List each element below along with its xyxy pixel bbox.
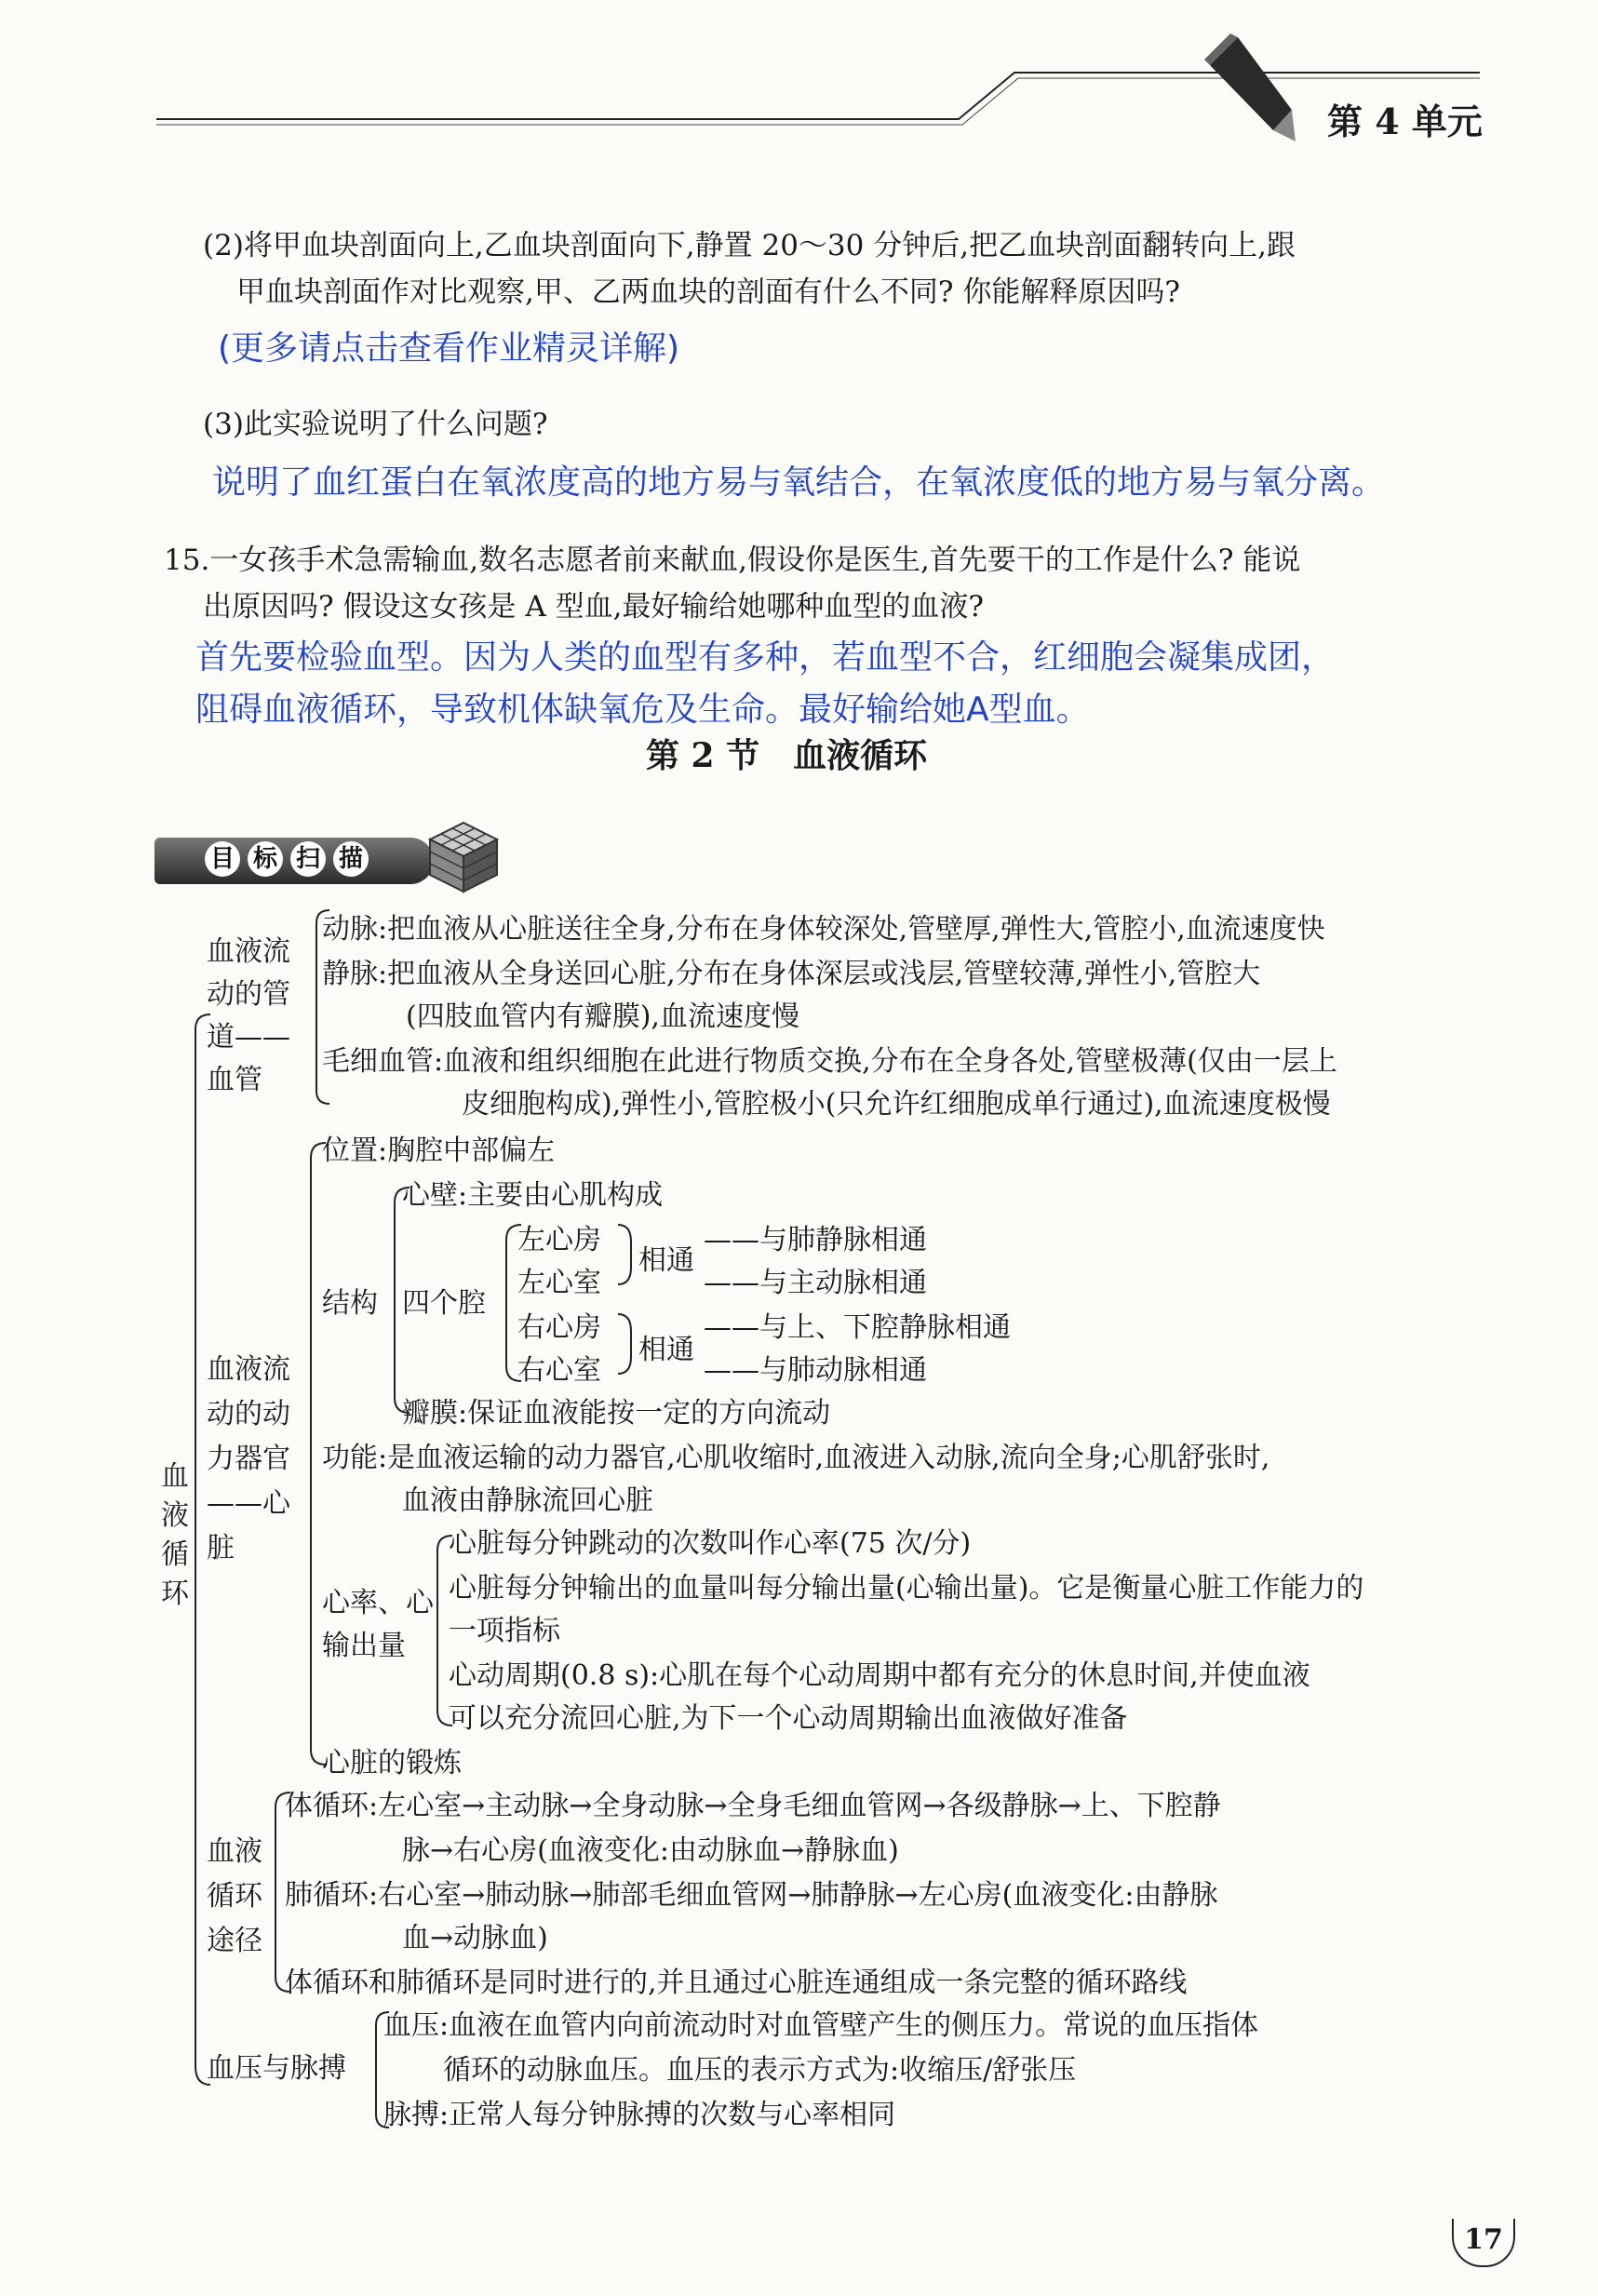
right-ventricle: 右心室 bbox=[517, 1354, 601, 1387]
banner-char: 标 bbox=[248, 841, 283, 877]
pulmonary-circulation-1: 肺循环:右心室→肺动脉→肺部毛细血管网→肺静脉→左心房(血液变化:由静脉 bbox=[285, 1879, 1218, 1912]
connects-label-left: 相通 bbox=[638, 1244, 694, 1277]
q15-answer-line1: 首先要检验血型。因为人类的血型有多种，若血型不合，红细胞会凝集成团， bbox=[195, 638, 1336, 677]
heart-function-1: 功能:是血液运输的动力器官,心肌收缩时,血液进入动脉,流向全身;心肌舒张时, bbox=[322, 1442, 1270, 1474]
q14-3-question: (3)此实验说明了什么问题? bbox=[203, 408, 548, 441]
q15-answer-line2: 阻碍血液循环，导致机体缺氧危及生命。最好输给她A型血。 bbox=[195, 691, 1090, 729]
left-atrium: 左心房 bbox=[517, 1224, 601, 1256]
heart-label: 血液流 动的动 力器官 ——心 脏 bbox=[207, 1353, 290, 1564]
right-atrium: 右心房 bbox=[517, 1311, 601, 1344]
left-ventricle-link: ——与主动脉相通 bbox=[704, 1267, 927, 1299]
artery-text: 动脉:把血液从心脏送往全身,分布在身体较深处,管壁厚,弹性大,管腔小,血流速度快 bbox=[322, 913, 1325, 946]
cardiac-cycle-2: 可以充分流回心脏,为下一个心动周期输出血液做好准备 bbox=[449, 1702, 1128, 1735]
banner-char: 目 bbox=[205, 841, 240, 877]
unit-title: 第 4 单元 bbox=[1327, 101, 1483, 142]
systemic-circulation-1: 体循环:左心室→主动脉→全身动脉→全身毛细血管网→各级静脉→上、下腔静 bbox=[285, 1790, 1221, 1822]
q14-2-line2: 甲血块剖面作对比观察,甲、乙两血块的剖面有什么不同? 你能解释原因吗? bbox=[236, 275, 1180, 309]
q14-3-answer: 说明了血红蛋白在氧浓度高的地方易与氧结合，在氧浓度低的地方易与氧分离。 bbox=[212, 463, 1386, 502]
capillary-text-1: 毛细血管:血液和组织细胞在此进行物质交换,分布在全身各处,管壁极薄(仅由一层上 bbox=[322, 1045, 1337, 1078]
page-number: 17 bbox=[1464, 2223, 1503, 2256]
page-number-frame bbox=[1452, 2219, 1515, 2267]
capillary-text-2: 皮细胞构成),弹性小,管腔极小(只允许红细胞成单行通过),血流速度极慢 bbox=[462, 1088, 1331, 1121]
pulmonary-circulation-2: 血→动脉血) bbox=[402, 1922, 548, 1954]
cardiac-cycle-1: 心动周期(0.8 s):心肌在每个心动周期中都有充分的休息时间,并使血液 bbox=[449, 1659, 1310, 1692]
heart-position: 位置:胸腔中部偏左 bbox=[322, 1135, 556, 1167]
vein-text-2: (四肢血管内有瓣膜),血流速度慢 bbox=[406, 1000, 799, 1033]
left-atrium-link: ——与肺静脉相通 bbox=[704, 1224, 927, 1256]
left-ventricle: 左心室 bbox=[517, 1267, 601, 1299]
q14-2-answer-link[interactable]: (更多请点击查看作业精灵详解) bbox=[218, 329, 680, 368]
circulation-label: 血液 循环 途径 bbox=[207, 1835, 262, 1957]
q14-2-line1: (2)将甲血块剖面向上,乙血块剖面向下,静置 20～30 分钟后,把乙血块剖面翻转向上,跟 bbox=[203, 229, 1296, 262]
valve-text: 瓣膜:保证血液能按一定的方向流动 bbox=[402, 1397, 831, 1430]
q15-line1: 15.一女孩手术急需输血,数名志愿者前来献血,假设你是医生,首先要干的工作是什么? 能说 bbox=[164, 544, 1301, 577]
systemic-circulation-2: 脉→右心房(血液变化:由动脉血→静脉血) bbox=[402, 1834, 899, 1867]
heart-wall: 心壁:主要由心肌构成 bbox=[402, 1179, 664, 1212]
cardiac-output-2: 一项指标 bbox=[449, 1615, 560, 1647]
right-ventricle-link: ——与肺动脉相通 bbox=[704, 1354, 927, 1387]
connects-label-right: 相通 bbox=[638, 1334, 694, 1366]
pulse-text: 脉搏:正常人每分钟脉搏的次数与心率相同 bbox=[383, 2099, 896, 2131]
heart-rate: 心脏每分钟跳动的次数叫作心率(75 次/分) bbox=[449, 1527, 972, 1560]
section-title: 第 2 节 血液循环 bbox=[646, 736, 928, 775]
heart-function-2: 血液由静脉流回心脏 bbox=[402, 1484, 653, 1517]
banner-char: 扫 bbox=[290, 841, 326, 877]
rate-output-label: 心率、心 输出量 bbox=[322, 1587, 434, 1662]
circulation-together: 体循环和肺循环是同时进行的,并且通过心脏连通组成一条完整的循环路线 bbox=[285, 1967, 1188, 1999]
blood-pressure-1: 血压:血液在血管内向前流动时对血管壁产生的侧压力。常说的血压指体 bbox=[383, 2009, 1259, 2042]
pressure-label: 血压与脉搏 bbox=[207, 2052, 346, 2085]
tree-root-label: 血 液 循 环 bbox=[161, 1460, 189, 1610]
blood-pressure-2: 循环的动脉血压。血压的表示方式为:收缩压/舒张压 bbox=[443, 2054, 1077, 2087]
vein-text-1: 静脉:把血液从全身送回心脏,分布在身体深层或浅层,管壁较薄,弹性小,管腔大 bbox=[322, 958, 1261, 990]
four-chambers-label: 四个腔 bbox=[402, 1287, 486, 1320]
vessels-label: 血液流 动的管 道—— 血管 bbox=[207, 935, 290, 1096]
heart-exercise: 心脏的锻炼 bbox=[322, 1747, 462, 1779]
right-atrium-link: ——与上、下腔静脉相通 bbox=[704, 1311, 1011, 1344]
cardiac-output-1: 心脏每分钟输出的血量叫每分输出量(心输出量)。它是衡量心脏工作能力的 bbox=[449, 1572, 1364, 1605]
heart-structure-label: 结构 bbox=[322, 1287, 378, 1320]
banner-char: 描 bbox=[333, 841, 369, 877]
q15-line2: 出原因吗? 假设这女孩是 A 型血,最好输给她哪种血型的血液? bbox=[203, 590, 985, 624]
